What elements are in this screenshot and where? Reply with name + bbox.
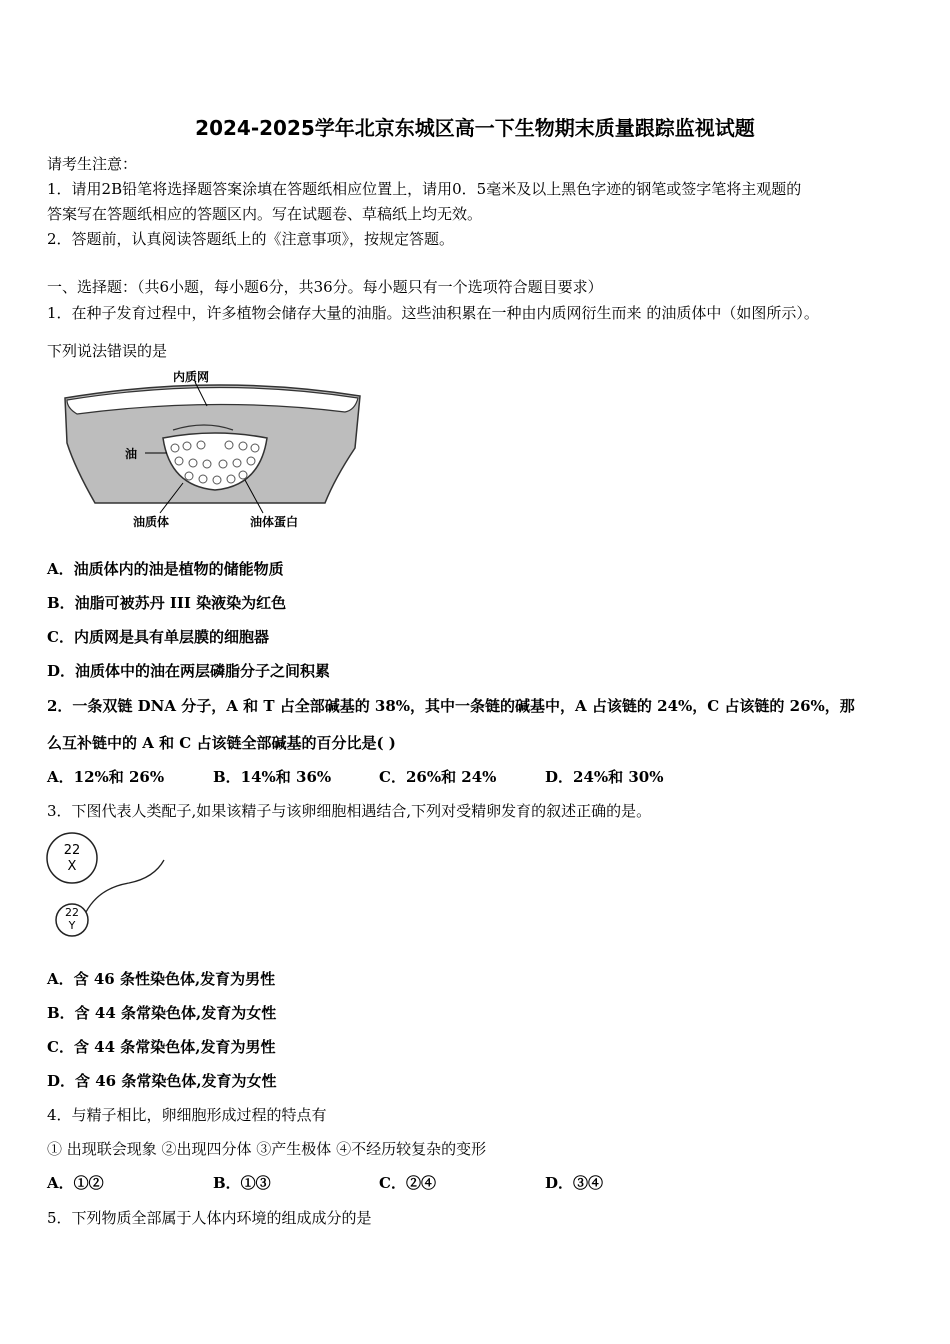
q1-option-d: D．油质体中的油在两层磷脂分子之间积累 [47,662,331,680]
q2-option-d: D．24%和 30% [545,768,664,786]
label-er: 内质网 [173,370,210,384]
gamete-figure [44,828,169,943]
q4-options [47,1172,711,1193]
q3-option-d: D．含 46 条常染色体,发育为女性 [47,1072,277,1090]
egg-sex-chromosome: X [67,859,77,874]
q2-option-b: B．14%和 36% [213,768,332,786]
q4-option-a: A．①② [47,1174,104,1192]
q2-option-a: A．12%和 26% [47,768,165,786]
notice-line-1a: 1．请用2B铅笔将选择题答案涂填在答题纸相应位置上，请用0．5毫米及以上黑色字迹的钢笔或签字笔将主观题的 [47,180,802,198]
q3-option-b: B．含 44 条常染色体,发育为女性 [47,1004,277,1022]
section-heading: 一、选择题：（共6小题，每小题6分，共36分。每小题只有一个选项符合题目要求） [47,278,603,296]
egg-cell [47,833,97,883]
notice-line-2: 2．答题前，认真阅读答题纸上的《注意事项》，按规定答题。 [47,230,455,248]
q1-option-a: A．油质体内的油是植物的储能物质 [47,560,284,578]
page-title: 2024-2025学年北京东城区高一下生物期末质量跟踪监视试题 [195,116,755,140]
egg-autosome-count: 22 [63,843,81,858]
q1-stem-b: 下列说法错误的是 [47,342,168,360]
label-oil: 油 [125,447,138,461]
q2-stem-a: 2．一条双链 DNA 分子，A 和 T 占全部碱基的 38%，其中一条链的碱基中，A 占该链的 24%，C 占该链的 26%，那 [47,697,855,715]
notice-line-1b: 答案写在答题纸相应的答题区内。写在试题卷、草稿纸上均无效。 [47,205,483,223]
q4-stem: 4．与精子相比，卵细胞形成过程的特点有 [47,1106,327,1124]
q2-option-c: C．26%和 24% [379,768,497,786]
q4-items: ① 出现联会现象 ②出现四分体 ③产生极体 ④不经历较复杂的变形 [47,1140,487,1158]
q5-stem: 5．下列物质全部属于人体内环境的组成成分的是 [47,1209,372,1227]
q3-option-a: A．含 46 条性染色体,发育为男性 [47,970,276,988]
q3-option-c: C．含 44 条常染色体,发育为男性 [47,1038,276,1056]
q2-stem-b: 么互补链中的 A 和 C 占该链全部碱基的百分比是( ) [47,734,396,752]
sperm-autosome-count: 22 [65,906,79,919]
q4-option-b: B．①③ [213,1174,271,1192]
q1-option-b: B．油脂可被苏丹 III 染液染为红色 [47,594,287,612]
q1-option-c: C．内质网是具有单层膜的细胞器 [47,628,269,646]
q4-option-d: D．③④ [545,1174,604,1192]
q4-option-c: C．②④ [379,1174,436,1192]
q2-options [47,766,711,787]
label-oil-protein: 油体蛋白 [250,515,299,529]
notice-heading: 请考生注意： [47,155,138,173]
sperm-tail [86,860,164,912]
sperm-sex-chromosome: Y [68,919,76,932]
q1-stem-a: 1．在种子发育过程中，许多植物会储存大量的油脂。这些油积累在一种由内质网衍生而来 的油质体中（如图所示）。 [47,304,819,322]
label-oil-body: 油质体 [133,515,170,529]
oil-body-figure [55,368,375,533]
q3-stem: 3．下图代表人类配子,如果该精子与该卵细胞相遇结合,下列对受精卵发育的叙述正确的是。 [47,802,652,820]
